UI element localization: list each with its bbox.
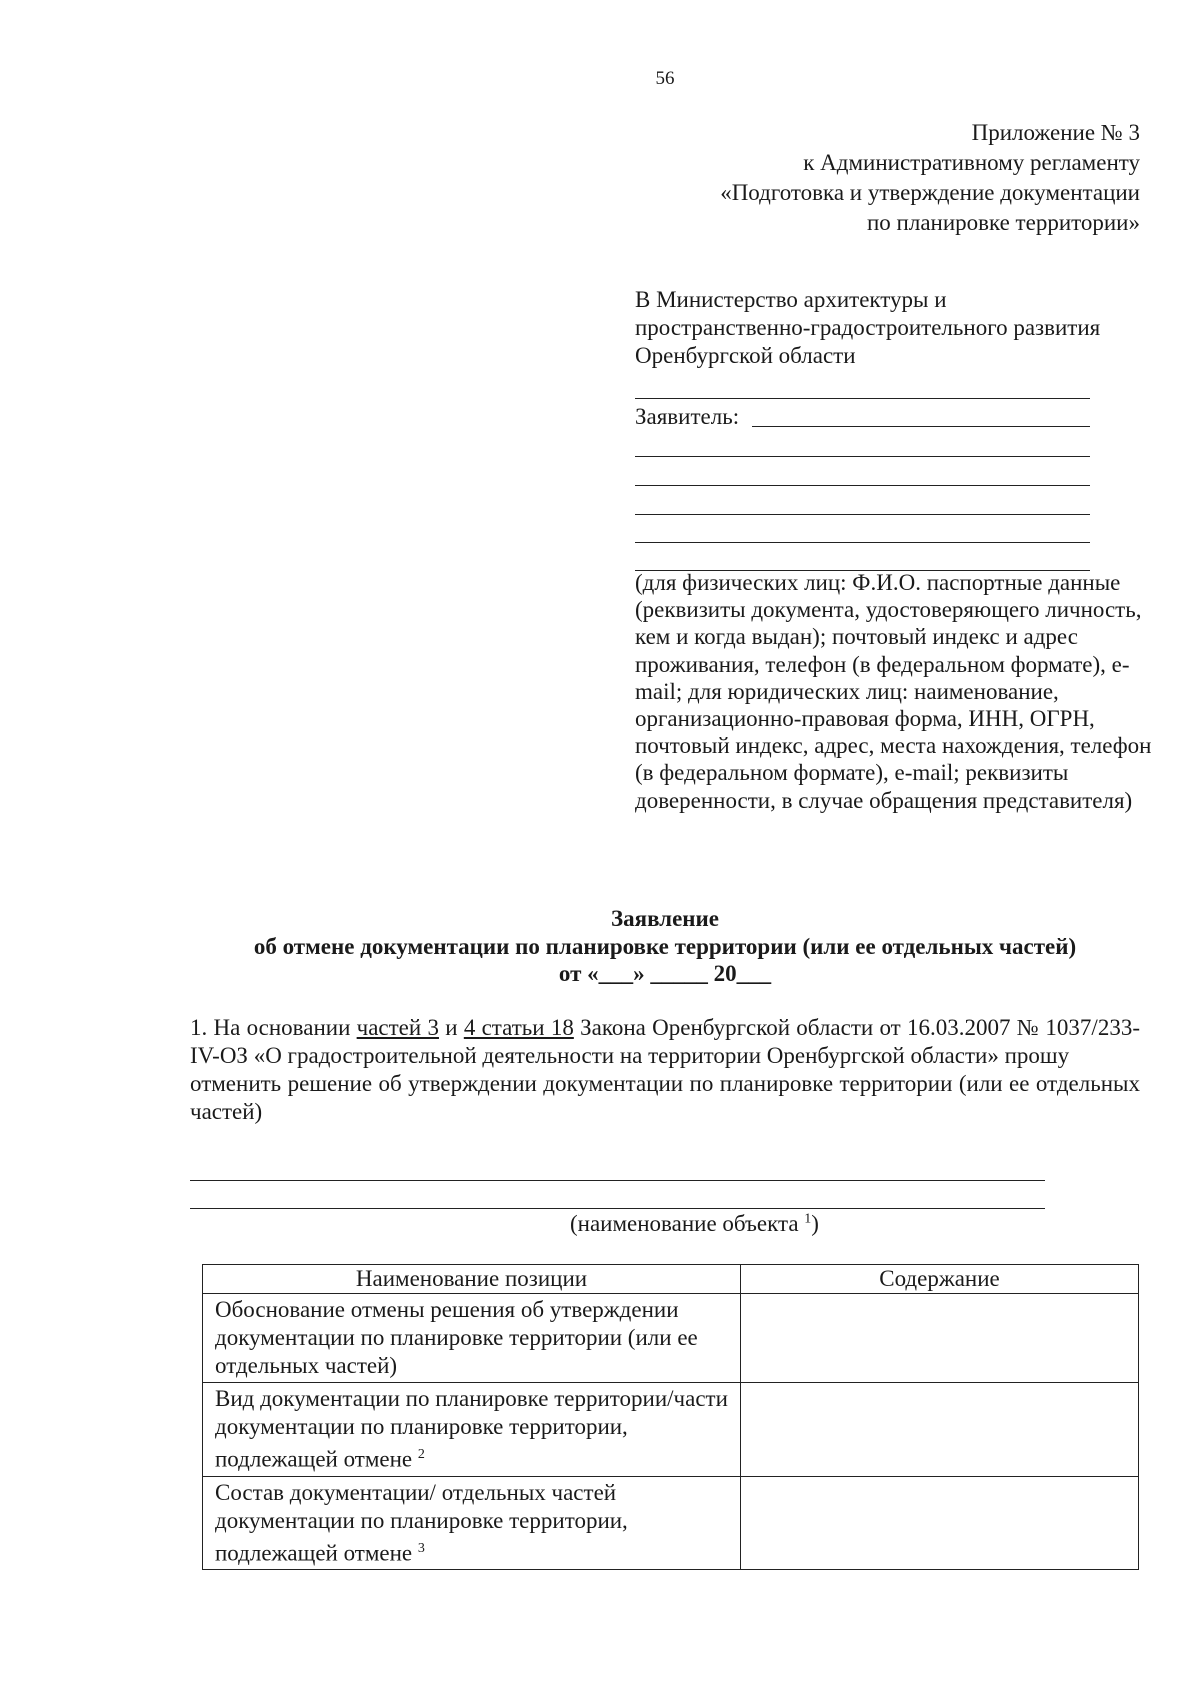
applicant-label: Заявитель: xyxy=(635,404,740,429)
header-content: Содержание xyxy=(741,1265,1139,1294)
statement-body xyxy=(190,1014,1140,1126)
positions-table xyxy=(202,1264,1139,1570)
paragraph-1-rest: Закона Оренбургской области от 16.03.2007 № 1037/233-IV-ОЗ «О градостроительной деятельности на территории Оренбургской области» прошу xyxy=(190,1015,1140,1068)
footnote-2: 2 xyxy=(417,1447,425,1462)
table-row xyxy=(203,1476,1139,1570)
applicant-blank-line-3[interactable] xyxy=(635,485,1090,486)
statement-title-word: Заявление xyxy=(610,906,720,931)
statement-title xyxy=(0,905,1200,961)
applicant-blank-line[interactable] xyxy=(752,426,1090,427)
footnote-1: 1 xyxy=(804,1211,812,1227)
row-2-name xyxy=(203,1383,741,1477)
footnote-3: 3 xyxy=(417,1540,425,1556)
date-close-quote: » xyxy=(633,961,645,986)
applicant-blank-line-2[interactable] xyxy=(635,456,1090,457)
statement-subtitle: об отмене документации по планировке территории (или ее отдельных частей) xyxy=(253,934,1077,959)
row-1-content[interactable] xyxy=(741,1294,1139,1383)
appendix-header xyxy=(720,118,1140,238)
addressee-line-3: Оренбургской области xyxy=(635,343,856,368)
paragraph-1-and: и xyxy=(438,1015,464,1040)
date-year: 20 xyxy=(713,961,737,986)
date-year-blank[interactable]: ___ xyxy=(736,961,772,986)
object-caption-text: (наименование объекта xyxy=(570,1211,805,1236)
statement-date xyxy=(0,961,1200,987)
row-2-content[interactable] xyxy=(741,1383,1139,1477)
applicant-instructions: (для физических лиц: Ф.И.О. паспортные данные (реквизиты документа, удостоверяющего личность, кем и когда выдан); почтовый индекс и адрес проживания, телефон (в федеральном формате), e-mail; для юридических лиц: наименование, организационно-правовая форма, ИНН, ОГРН, почтовый индекс, адрес, места нахождения, телефон (в федеральном формате), e-mail; реквизиты доверенности, в случае обращения представителя) xyxy=(635,570,1152,813)
date-prefix: от « xyxy=(558,961,599,986)
table-row xyxy=(203,1383,1139,1477)
appendix-line-1: Приложение № 3 xyxy=(971,120,1140,145)
applicant-blank-line-5[interactable] xyxy=(635,542,1090,543)
date-day-blank[interactable]: ___ xyxy=(598,961,634,986)
addressee-line-2: пространственно-градостроительного развития xyxy=(635,315,1101,340)
paragraph-2: отменить решение об утверждении документации по планировке территории (или ее отдельных частей) xyxy=(190,1071,1140,1124)
addressee-line-1: В Министерство архитектуры и xyxy=(635,287,947,312)
law-reference-article[interactable]: 4 статьи 18 xyxy=(463,1015,574,1040)
page-number: 56 xyxy=(655,68,675,89)
row-3-name xyxy=(203,1476,741,1570)
row-3-content[interactable] xyxy=(741,1476,1139,1570)
appendix-line-4: по планировке территории» xyxy=(866,210,1140,235)
object-blank-line-1[interactable] xyxy=(190,1180,1045,1181)
addressee-blank-line[interactable] xyxy=(635,398,1090,399)
paragraph-1 xyxy=(190,1014,1140,1070)
appendix-line-2: к Административному регламенту xyxy=(803,150,1140,175)
appendix-line-3: «Подготовка и утверждение документации xyxy=(720,180,1140,205)
applicant-blank-line-4[interactable] xyxy=(635,514,1090,515)
date-month-blank[interactable]: _____ xyxy=(650,961,708,986)
paragraph-1-start: 1. На основании xyxy=(190,1015,357,1040)
row-1-name xyxy=(203,1294,741,1383)
table-row xyxy=(203,1294,1139,1383)
addressee-block xyxy=(635,286,1155,370)
header-position-name: Наименование позиции xyxy=(203,1265,741,1294)
row-2-name-text: Вид документации по планировке территории/части документации по планировке территории, подлежащей отмене xyxy=(215,1386,728,1472)
object-blank-line-2[interactable] xyxy=(190,1208,1045,1209)
table-header-row xyxy=(203,1265,1139,1294)
object-caption xyxy=(570,1211,819,1237)
law-reference-parts[interactable]: частей 3 xyxy=(356,1015,439,1040)
object-caption-close: ) xyxy=(811,1211,819,1236)
row-3-name-text: Состав документации/ отдельных частей документации по планировке территории, подлежащей отмене xyxy=(215,1479,628,1566)
row-1-name-text: Обоснование отмены решения об утверждении документации по планировке территории (или ее отдельных частей) xyxy=(215,1297,698,1378)
